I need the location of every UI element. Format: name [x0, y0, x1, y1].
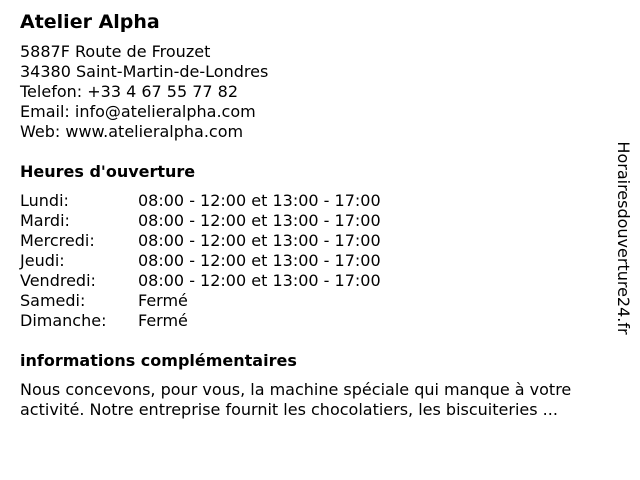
email-line: Email: info@atelieralpha.com: [20, 102, 256, 121]
hours-time: 08:00 - 12:00 et 13:00 - 17:00: [138, 271, 381, 290]
hours-day: Mercredi:: [20, 231, 95, 250]
hours-day: Mardi:: [20, 211, 70, 230]
hours-time: 08:00 - 12:00 et 13:00 - 17:00: [138, 231, 381, 250]
hours-time: Fermé: [138, 291, 188, 310]
info-text: Nous concevons, pour vous, la machine spéciale qui manque à votre activité. Notre entreprise fournit les chocolatiers, les biscuiteries ...: [20, 380, 572, 419]
hours-time: 08:00 - 12:00 et 13:00 - 17:00: [138, 191, 381, 210]
hours-day: Lundi:: [20, 191, 69, 210]
business-card: [20, 10, 610, 420]
watermark: Horairesdouverture24.fr: [614, 141, 633, 335]
phone-line: Telefon: +33 4 67 55 77 82: [20, 82, 239, 101]
hours-row-tuesday: [20, 211, 610, 231]
hours-row-saturday: [20, 291, 610, 311]
address-line-2: 34380 Saint-Martin-de-Londres: [20, 62, 269, 81]
hours-row-friday: [20, 271, 610, 291]
business-name: Atelier Alpha: [20, 11, 160, 33]
info-heading: informations complémentaires: [20, 351, 297, 370]
hours-time: 08:00 - 12:00 et 13:00 - 17:00: [138, 211, 381, 230]
hours-row-monday: [20, 191, 610, 211]
hours-day: Samedi:: [20, 291, 86, 310]
address-line-1: 5887F Route de Frouzet: [20, 42, 211, 61]
web-line: Web: www.atelieralpha.com: [20, 122, 244, 141]
hours-table: [20, 191, 610, 331]
hours-time: Fermé: [138, 311, 188, 330]
hours-row-thursday: [20, 251, 610, 271]
hours-day: Vendredi:: [20, 271, 96, 290]
hours-day: Dimanche:: [20, 311, 107, 330]
hours-row-sunday: [20, 311, 610, 331]
hours-row-wednesday: [20, 231, 610, 251]
hours-day: Jeudi:: [20, 251, 65, 270]
hours-time: 08:00 - 12:00 et 13:00 - 17:00: [138, 251, 381, 270]
hours-heading: Heures d'ouverture: [20, 162, 196, 181]
